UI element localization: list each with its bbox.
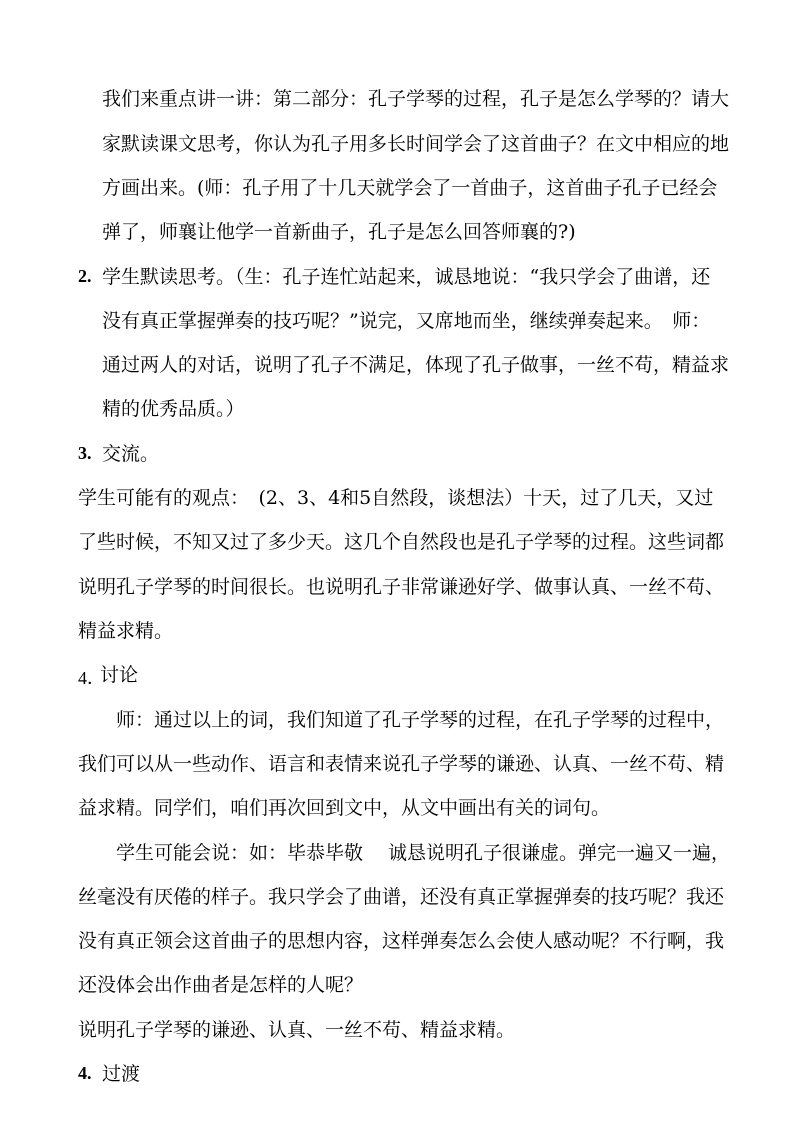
text-line: 家默读课文思考，你认为孔子用多长时间学会了这首曲子？在文中相应的地 (102, 133, 730, 155)
text-line: 丝毫没有厌倦的样子。我只学会了曲谱，还没有真正掌握弹奏的技巧呢？我还 (78, 886, 725, 908)
text-line: 学生可能有的观点： (2、3、4和5自然段，谈想法）十天，过了几天，又过 (78, 487, 714, 509)
list-number: 2. (78, 266, 92, 286)
text-line: 还没体会出作曲者是怎样的人呢？ (78, 974, 364, 996)
text-line: 精的优秀品质。） (102, 398, 245, 420)
text-line: 弹了，师襄让他学一首新曲子，孔子是怎么回答师襄的?) (102, 221, 576, 243)
text-line: 学生默读思考。（生：孔子连忙站起来，诚恳地说：“我只学会了曲谱，还 (102, 266, 711, 288)
text-line: 了些时候，不知又过了多少天。这几个自然段也是孔子学琴的过程。这些词都 (78, 531, 725, 553)
text-line: 我们可以从一些动作、语言和表情来说孔子学琴的谦逊、认真、一丝不苟、精 (78, 753, 725, 775)
text-line-summary: 说明孔子学琴的谦逊、认真、一丝不苟、精益求精。 (78, 1019, 516, 1041)
text-line: 益求精。同学们，咱们再次回到文中，从文中画出有关的词句。 (78, 797, 611, 819)
list-number: 4. (78, 1063, 92, 1083)
text-line: 学生可能会说：如：毕恭毕敬 诚恳说明孔子很谦虚。弹完一遍又一遍， (116, 842, 731, 864)
list-number: 4． (78, 668, 105, 688)
text-line: 我们来重点讲一讲：第二部分：孔子学琴的过程，孔子是怎么学琴的？请大 (102, 88, 730, 110)
text-line: 方画出来。(师：孔子用了十几天就学会了一首曲子，这首曲子孔子已经会 (102, 177, 718, 199)
text-line: 交流。 (102, 443, 160, 465)
text-line: 师：通过以上的词，我们知道了孔子学琴的过程，在孔子学琴的过程中， (116, 709, 725, 731)
text-line: 没有真正掌握弹奏的技巧呢？”说完，又席地而坐，继续弹奏起来。 师： (102, 310, 711, 332)
list-number: 3. (78, 443, 92, 463)
text-line: 过渡 (102, 1063, 141, 1085)
text-line: 讨论 (100, 664, 139, 686)
text-line: 通过两人的对话，说明了孔子不满足，体现了孔子做事，一丝不苟，精益求 (102, 354, 730, 376)
text-line: 说明孔子学琴的时间很长。也说明孔子非常谦逊好学、做事认真、一丝不苟、 (78, 576, 725, 598)
text-line: 没有真正领会这首曲子的思想内容，这样弹奏怎么会使人感动呢？不行啊，我 (78, 930, 725, 952)
text-line: 精益求精。 (78, 620, 174, 642)
